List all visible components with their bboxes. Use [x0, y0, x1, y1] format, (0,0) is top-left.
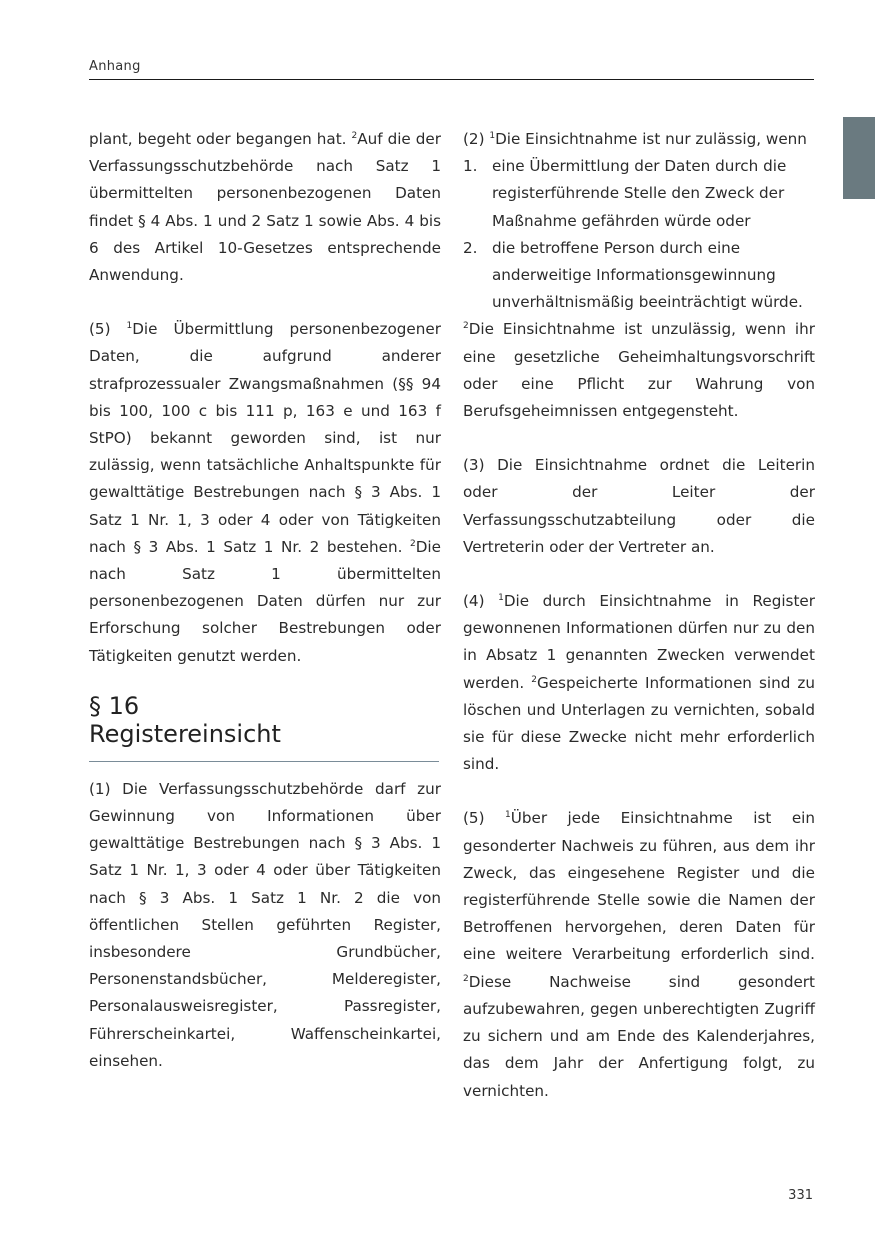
section-title: Registereinsicht [89, 719, 281, 748]
paragraph-continuation: plant, begeht oder begangen hat. $^2$Auf die der Verfassungsschutzbehörde nach Satz 1 übermittelten personenbezogenen Daten findet § 4 Abs. 1 und 2 Satz 1 sowie Abs. 4 bis 6 des Artikel 10-Gesetzes entsprechende Anwendung. [89, 130, 441, 285]
heading-rule [89, 761, 439, 762]
list-item: 2. die betroffene Person durch eine anderweitige Informationsgewinnung unverhältnismäßig beeinträchtigt würde. [463, 238, 803, 312]
page-number: 331 [788, 1188, 813, 1203]
condition-list [463, 153, 815, 316]
paragraph-16-5: (5) $^1$Über jede Einsichtnahme ist ein gesonderter Nachweis zu führen, aus dem ihr Zweck, das eingesehene Register und die registerführende Stelle sowie die Namen der Betroffenen hervorgehen, deren Daten für eine weitere Verarbeitung erforderlich sind. $^2$Diese Nachweise sind gesondert aufzubewahren, gegen unberechtigten Zugriff zu sichern und am Ende des Kalenderjahres, das dem Jahr der Anfertigung folgt, zu vernichten. [463, 809, 816, 1100]
running-header [89, 55, 814, 80]
paragraph-16-2: (2) $^1$Die Einsichtnahme ist nur zulässig, wenn [463, 130, 807, 148]
left-column [89, 126, 441, 1075]
paragraph-16-2-sentence-2: $^2$Die Einsichtnahme ist unzulässig, wenn ihr eine gesetzliche Geheimhaltungsvorschrift oder eine Pflicht zur Wahrung von Berufsgeheimnissen entgegensteht. [463, 320, 815, 421]
paragraph-16-1: (1) Die Verfassungsschutzbehörde darf zur Gewinnung von Informationen über gewalttätige Bestrebungen nach § 3 Abs. 1 Satz 1 Nr. 1, 3 oder 4 oder über Tätigkeiten nach § 3 Abs. 1 Satz 1 Nr. 2 die von öffentlichen Stellen geführten Register, insbesondere Grundbücher, Personenstandsbücher, Melderegister, Personalausweisregister, Passregister, Führerscheinkartei, Waffenscheinkartei, einsehen. [89, 779, 441, 1070]
right-column [463, 126, 815, 1105]
section-number: § 16 [89, 691, 140, 720]
list-item: 1. eine Übermittlung der Daten durch die registerführende Stelle den Zweck der Maßnahme gefährden würde oder [463, 157, 787, 230]
paragraph-15-5: (5) $^1$Die Übermittlung personenbezogener Daten, die aufgrund anderer strafprozessualer Zwangsmaßnahmen (§§ 94 bis 100, 100 c bis 111 p, 163 e und 163 f StPO) bekannt geworden sind, ist nur zulässig, wenn tatsächliche Anhaltspunkte für gewalttätige Bestrebungen nach § 3 Abs. 1 Satz 1 Nr. 1, 3 oder 4 oder von Tätigkeiten nach § 3 Abs. 1 Satz 1 Nr. 2 bestehen. $^2$Die nach Satz 1 übermittelten personenbezogenen Daten dürfen nur zur Erforschung solcher Bestrebungen oder Tätigkeiten genutzt werden. [89, 320, 441, 665]
header-section-title: Anhang [89, 59, 141, 74]
paragraph-16-3: (3) Die Einsichtnahme ordnet die Leiterin oder der Leiter der Verfassungsschutzabteilung oder die Vertreterin oder der Vertreter an. [463, 456, 815, 556]
section-heading [89, 692, 441, 748]
thumb-index-tab [843, 117, 875, 199]
paragraph-16-4: (4) $^1$Die durch Einsichtnahme in Register gewonnenen Informationen dürfen nur zu den in Absatz 1 genannten Zwecken verwendet werden. $^2$Gespeicherte Informationen sind zu löschen und Unterlagen zu vernichten, sobald sie für diese Zwecke nicht mehr erforderlich sind. [463, 592, 816, 774]
